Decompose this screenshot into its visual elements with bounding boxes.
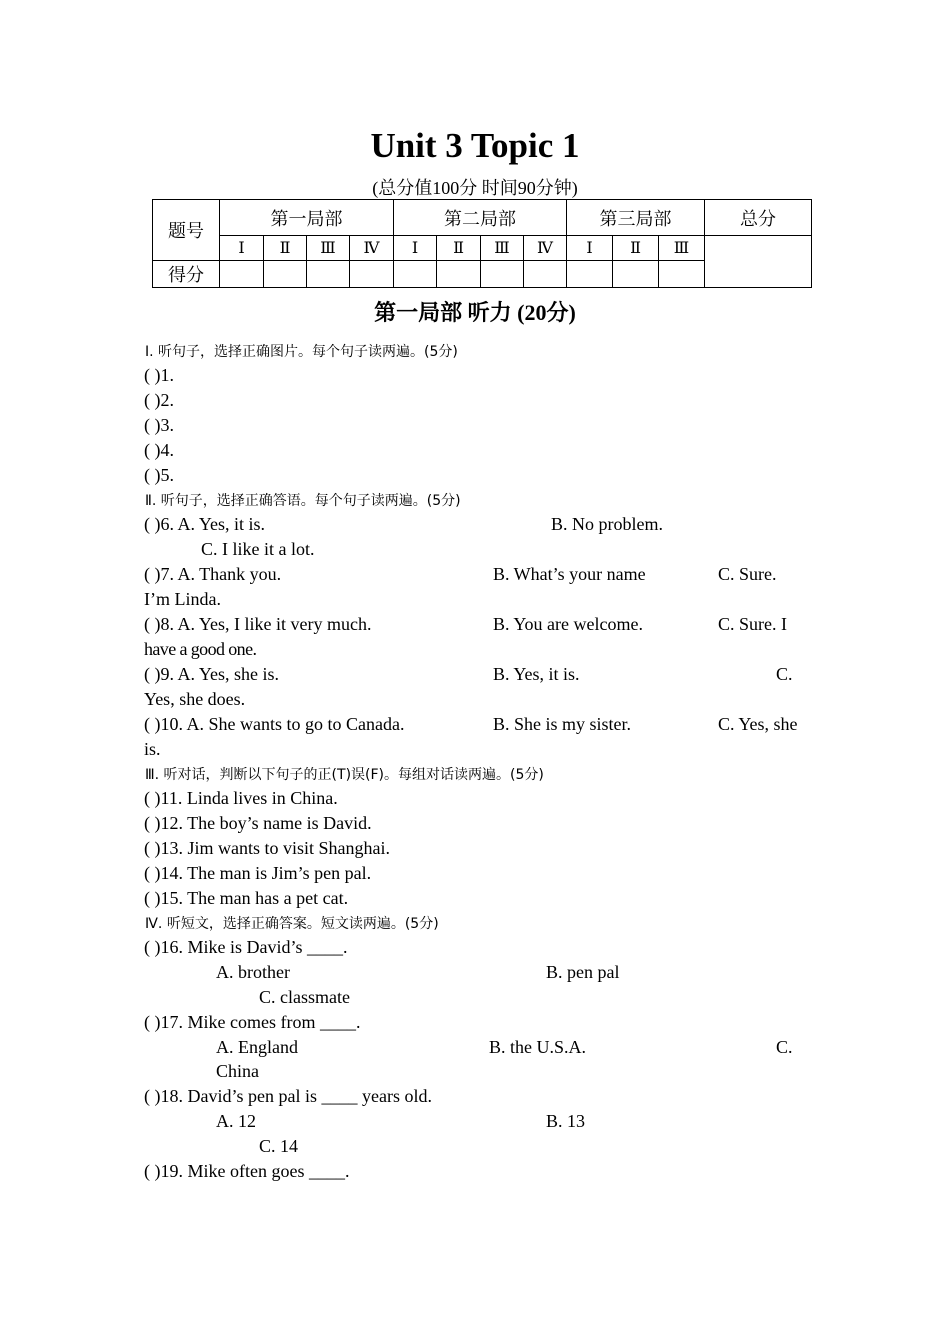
- col-2-1: Ⅰ: [394, 236, 437, 261]
- question-9: ( )9. A. Yes, she is.: [144, 664, 280, 684]
- subsection-2-heading: Ⅱ. 听句子，选择正确答语。每个句子读两遍。(5分): [145, 493, 461, 509]
- question-10-continued: is.: [144, 739, 161, 759]
- col-2-2: Ⅱ: [437, 236, 481, 261]
- question-18-option-c: C. 14: [259, 1136, 299, 1156]
- score-cell: [524, 261, 567, 288]
- question-11: ( )11. Linda lives in China.: [144, 788, 338, 808]
- part-one-header: 第一局部: [220, 200, 394, 236]
- question-6: ( )6. A. Yes, it is.: [144, 514, 266, 534]
- question-number-label: 题号: [153, 200, 220, 261]
- col-1-1: Ⅰ: [220, 236, 264, 261]
- question-7-continued: I’m Linda.: [144, 589, 221, 609]
- question-9-continued: Yes, she does.: [144, 689, 246, 709]
- col-1-4: Ⅳ: [350, 236, 394, 261]
- score-label: 得分: [153, 261, 220, 288]
- subsection-4-heading: Ⅳ. 听短文，选择正确答案。短文读两遍。(5分): [145, 916, 439, 932]
- score-cell: [264, 261, 307, 288]
- question-9-option-b: B. Yes, it is.: [493, 664, 580, 684]
- subsection-3-heading: Ⅲ. 听对话，判断以下句子的正(T)误(F)。每组对话读两遍。(5分): [145, 767, 544, 783]
- score-cell: [437, 261, 481, 288]
- question-6-option-b: B. No problem.: [551, 514, 663, 534]
- question-4: ( )4.: [144, 440, 174, 460]
- col-1-3: Ⅲ: [307, 236, 350, 261]
- question-7-option-c: C. Sure.: [718, 564, 777, 584]
- question-9-option-c: C.: [776, 664, 793, 684]
- question-16: ( )16. Mike is David’s ____.: [144, 937, 348, 957]
- col-2-3: Ⅲ: [481, 236, 524, 261]
- question-10: ( )10. A. She wants to go to Canada.: [144, 714, 405, 734]
- question-10-option-c: C. Yes, she: [718, 714, 798, 734]
- question-5: ( )5.: [144, 465, 174, 485]
- question-17-continued: China: [216, 1061, 259, 1081]
- question-10-option-b: B. She is my sister.: [493, 714, 632, 734]
- question-19: ( )19. Mike often goes ____.: [144, 1161, 350, 1181]
- col-1-2: Ⅱ: [264, 236, 307, 261]
- score-cell: [481, 261, 524, 288]
- question-8-option-c: C. Sure. I: [718, 614, 787, 634]
- col-2-4: Ⅳ: [524, 236, 567, 261]
- score-cell: [567, 261, 613, 288]
- section-title: 第一局部 听力 (20分): [374, 300, 576, 325]
- question-18-option-a: A. 12: [216, 1111, 256, 1131]
- score-cell: [613, 261, 659, 288]
- question-2: ( )2.: [144, 390, 174, 410]
- part-two-header: 第二局部: [394, 200, 567, 236]
- part-three-header: 第三局部: [567, 200, 705, 236]
- question-8-continued: have a good one.: [144, 639, 257, 659]
- score-table: [152, 199, 812, 288]
- question-8: ( )8. A. Yes, I like it very much.: [144, 614, 372, 634]
- page-subtitle: (总分值100分 时间90分钟): [372, 178, 578, 198]
- question-17-option-b: B. the U.S.A.: [489, 1037, 587, 1057]
- question-8-option-b: B. You are welcome.: [493, 614, 643, 634]
- question-17: ( )17. Mike comes from ____.: [144, 1012, 361, 1032]
- total-score-label: 总分: [705, 200, 812, 236]
- question-15: ( )15. The man has a pet cat.: [144, 888, 349, 908]
- question-3: ( )3.: [144, 415, 174, 435]
- score-cell: [307, 261, 350, 288]
- page-title: Unit 3 Topic 1: [370, 126, 580, 165]
- question-16-option-a: A. brother: [216, 962, 290, 982]
- score-cell: [350, 261, 394, 288]
- question-16-option-b: B. pen pal: [546, 962, 620, 982]
- question-7-option-b: B. What’s your name: [493, 564, 646, 584]
- col-3-2: Ⅱ: [613, 236, 659, 261]
- question-1: ( )1.: [144, 365, 174, 385]
- subsection-1-heading: Ⅰ. 听句子，选择正确图片。每个句子读两遍。(5分): [145, 344, 458, 360]
- question-17-option-a: A. England: [216, 1037, 298, 1057]
- question-18: ( )18. David’s pen pal is ____ years old.: [144, 1086, 432, 1106]
- question-16-option-c: C. classmate: [259, 987, 350, 1007]
- col-3-3: Ⅲ: [659, 236, 705, 261]
- score-cell: [220, 261, 264, 288]
- question-17-option-c: C.: [776, 1037, 793, 1057]
- score-cell: [659, 261, 705, 288]
- score-cell: [394, 261, 437, 288]
- total-score-cell: [705, 236, 812, 288]
- question-6-option-c: C. I like it a lot.: [201, 539, 315, 559]
- question-12: ( )12. The boy’s name is David.: [144, 813, 372, 833]
- question-14: ( )14. The man is Jim’s pen pal.: [144, 863, 372, 883]
- question-7: ( )7. A. Thank you.: [144, 564, 282, 584]
- question-18-option-b: B. 13: [546, 1111, 586, 1131]
- col-3-1: Ⅰ: [567, 236, 613, 261]
- question-13: ( )13. Jim wants to visit Shanghai.: [144, 838, 390, 858]
